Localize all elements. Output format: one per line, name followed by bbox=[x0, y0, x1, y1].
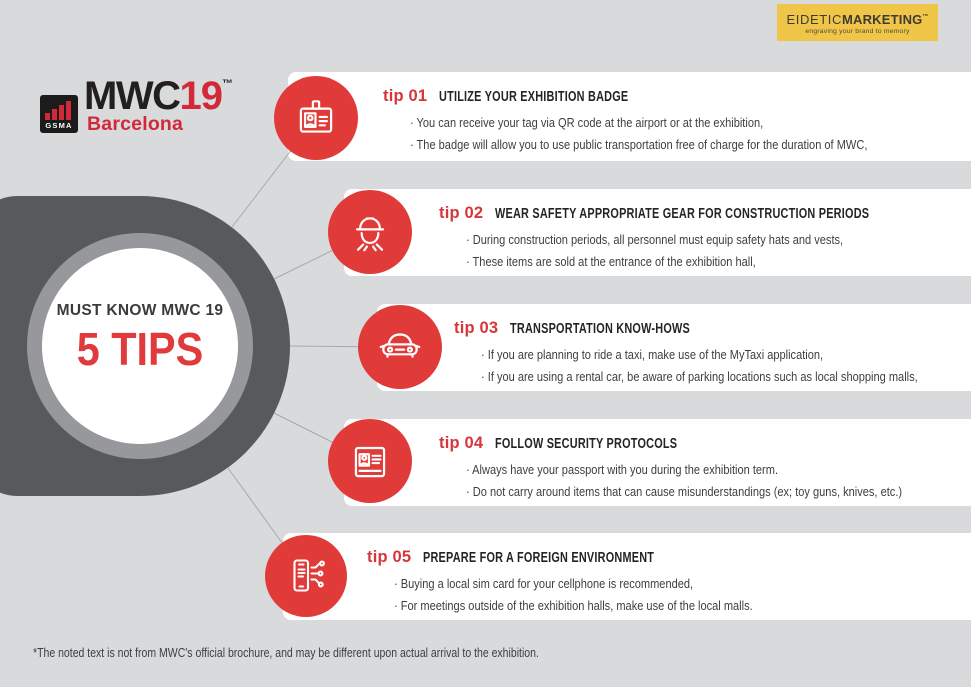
tip-4-title: FOLLOW SECURITY PROTOCOLS bbox=[495, 436, 678, 452]
mwc-trademark: ™ bbox=[221, 78, 233, 90]
eidetic-tagline: engraving your brand to memory bbox=[805, 28, 910, 35]
gsma-wordmark: GSMA bbox=[45, 121, 73, 130]
tip-2-label: tip 02 bbox=[439, 204, 484, 222]
tip-5-label: tip 05 bbox=[367, 548, 412, 566]
tip-4-bullet-2: · Do not carry around items that can cause misunderstandings (ex; toy guns, knives, etc.) bbox=[466, 483, 903, 499]
tip-4-bullet-1: · Always have your passport with you during the exhibition term. bbox=[466, 462, 779, 477]
tip-1-bullet-2: · The badge will allow you to use public transportation free of charge for the duration of MWC, bbox=[410, 136, 868, 152]
tip-5-bullet-1: · Buying a local sim card for your cellphone is recommended, bbox=[394, 576, 694, 591]
tip-4-circle bbox=[328, 419, 412, 503]
tip-3-circle bbox=[358, 305, 442, 389]
eidetic-marketing-logo bbox=[777, 4, 938, 41]
marketing-word: MARKETING bbox=[841, 12, 923, 27]
gsma-logo bbox=[40, 95, 78, 133]
tip-3-title: TRANSPORTATION KNOW-HOWS bbox=[510, 321, 691, 337]
tip-2-title: WEAR SAFETY APPROPRIATE GEAR FOR CONSTRUCTION PERIODS bbox=[495, 206, 870, 222]
car-icon bbox=[375, 322, 425, 372]
tip-1-title: UTILIZE YOUR EXHIBITION BADGE bbox=[439, 89, 629, 105]
hub-kicker: MUST KNOW MWC 19 bbox=[56, 302, 224, 319]
phone-network-icon bbox=[282, 552, 330, 600]
mwc-text: MWC bbox=[84, 74, 180, 118]
tip-5-title: PREPARE FOR A FOREIGN ENVIRONMENT bbox=[423, 550, 655, 566]
tip-3-bullet-2: · If you are using a rental car, be aware of parking locations such as local shopping malls, bbox=[481, 368, 918, 384]
hard-hat-worker-icon bbox=[345, 207, 395, 257]
mwc-year: 19 bbox=[179, 74, 222, 118]
tip-5-bullet-2: · For meetings outside of the exhibition halls, make use of the local malls. bbox=[394, 597, 753, 613]
mwc-city-label: Barcelona bbox=[87, 113, 184, 135]
tip-3-bullet-1: · If you are planning to ride a taxi, make use of the MyTaxi application, bbox=[481, 347, 824, 362]
eidetic-word: EIDETIC bbox=[786, 12, 842, 27]
gsma-bars-icon bbox=[45, 100, 73, 120]
id-badge-icon bbox=[291, 93, 341, 143]
tip-2-bullet-1: · During construction periods, all personnel must equip safety hats and vests, bbox=[466, 232, 844, 247]
eidetic-trademark: ™ bbox=[922, 14, 929, 20]
hub-headline: 5 TIPS bbox=[76, 323, 204, 375]
tip-5-circle bbox=[265, 535, 347, 617]
tip-4-label: tip 04 bbox=[439, 434, 484, 452]
tip-1-bullet-1: · You can receive your tag via QR code at the airport or at the exhibition, bbox=[410, 115, 764, 130]
tip-1-label: tip 01 bbox=[383, 87, 428, 105]
tip-2-bullet-2: · These items are sold at the entrance of the exhibition hall, bbox=[466, 253, 756, 269]
tip-1-circle bbox=[274, 76, 358, 160]
tip-3-label: tip 03 bbox=[454, 319, 499, 337]
footnote: *The noted text is not from MWC's official brochure, and may be different upon actual arrival to the exhibition. bbox=[33, 646, 539, 660]
passport-icon bbox=[345, 436, 395, 486]
tip-2-circle bbox=[328, 190, 412, 274]
